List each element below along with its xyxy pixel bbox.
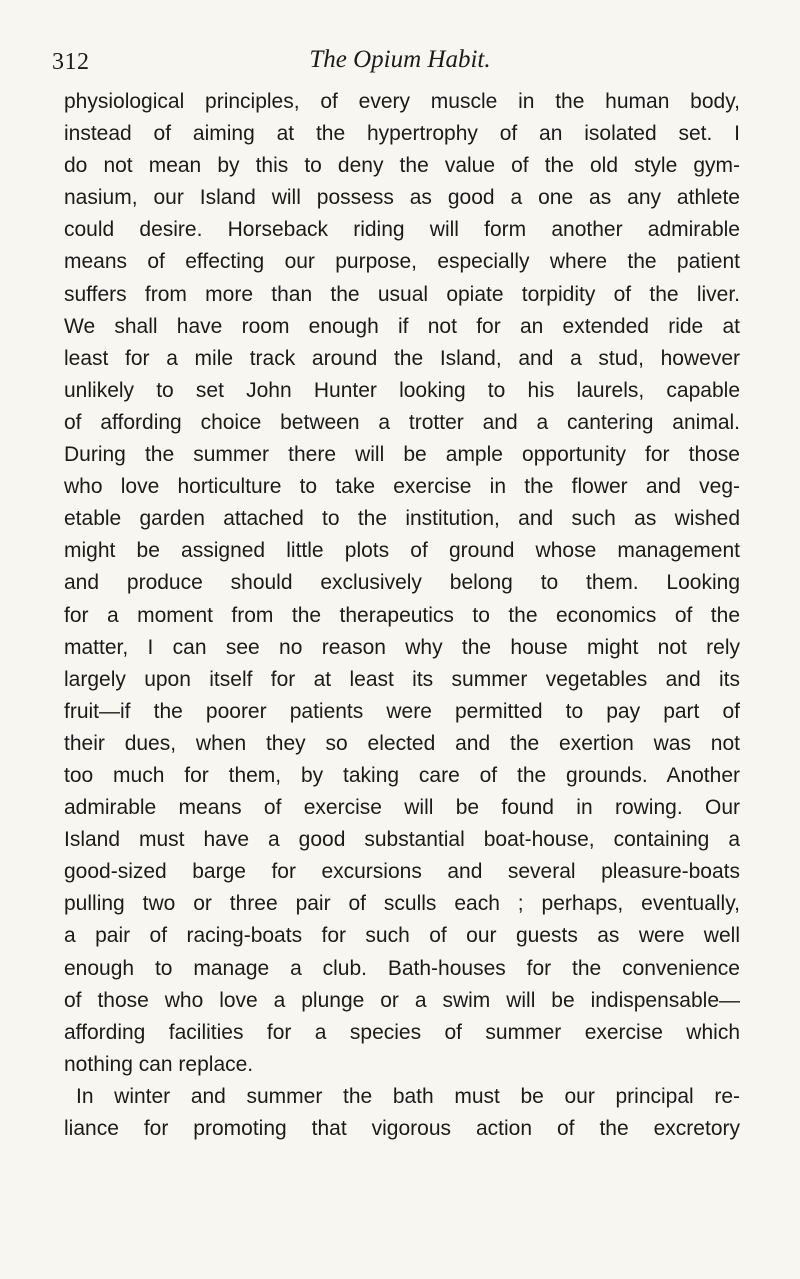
text-line: do not mean by this to deny the value of the old style gym- <box>64 154 740 178</box>
text-line: of affording choice between a trotter and a cantering animal. <box>64 410 740 434</box>
text-line: matter, I can see no reason why the house might not rely <box>64 635 740 659</box>
text-line: could desire. Horseback riding will form another admirable <box>64 218 740 242</box>
text-line: for a moment from the therapeutics to the economics of the <box>64 603 740 627</box>
text-line: and produce should exclusively belong to them. Looking <box>64 571 740 595</box>
text-line: liance for promoting that vigorous action of the excretory <box>64 1117 740 1140</box>
text-line: affording facilities for a species of summer exercise which <box>64 1020 740 1044</box>
body-text <box>64 86 740 1145</box>
text-line: who love horticulture to take exercise in the flower and veg- <box>64 475 740 499</box>
text-line: admirable means of exercise will be found in rowing. Our <box>64 796 740 820</box>
text-line: nasium, our Island will possess as good a one as any athlete <box>64 186 740 210</box>
text-line: least for a mile track around the Island, and a stud, however <box>64 346 740 370</box>
text-line: a pair of racing-boats for such of our guests as were well <box>64 924 740 948</box>
text-line: their dues, when they so elected and the exertion was not <box>64 731 740 755</box>
text-line: In winter and summer the bath must be our principal re- <box>76 1084 740 1108</box>
running-title: The Opium Habit. <box>309 46 491 73</box>
text-line: unlikely to set John Hunter looking to his laurels, capable <box>64 378 740 402</box>
text-line: good-sized barge for excursions and several pleasure-boats <box>64 860 740 884</box>
text-line: largely upon itself for at least its summer vegetables and its <box>64 667 740 691</box>
text-line: Island must have a good substantial boat-house, containing a <box>64 828 740 852</box>
text-line: instead of aiming at the hypertrophy of an isolated set. I <box>64 122 740 146</box>
page-number: 312 <box>52 49 90 75</box>
text-line: We shall have room enough if not for an extended ride at <box>64 314 740 338</box>
text-line: too much for them, by taking care of the grounds. Another <box>64 763 740 787</box>
text-line: of those who love a plunge or a swim will be indispensable— <box>64 988 740 1012</box>
text-line: etable garden attached to the institution, and such as wished <box>64 507 740 531</box>
text-line: suffers from more than the usual opiate torpidity of the liver. <box>64 282 740 306</box>
text-line: might be assigned little plots of ground whose management <box>64 539 740 563</box>
text-line: means of effecting our purpose, especially where the patient <box>64 250 740 274</box>
text-line: During the summer there will be ample opportunity for those <box>64 443 740 467</box>
text-line: fruit—if the poorer patients were permitted to pay part of <box>64 699 740 723</box>
text-line: nothing can replace. <box>64 1052 254 1076</box>
text-line: enough to manage a club. Bath-houses for the convenience <box>64 956 740 980</box>
text-line: physiological principles, of every muscle in the human body, <box>64 90 740 113</box>
text-line: pulling two or three pair of sculls each ; perhaps, eventually, <box>64 892 740 916</box>
